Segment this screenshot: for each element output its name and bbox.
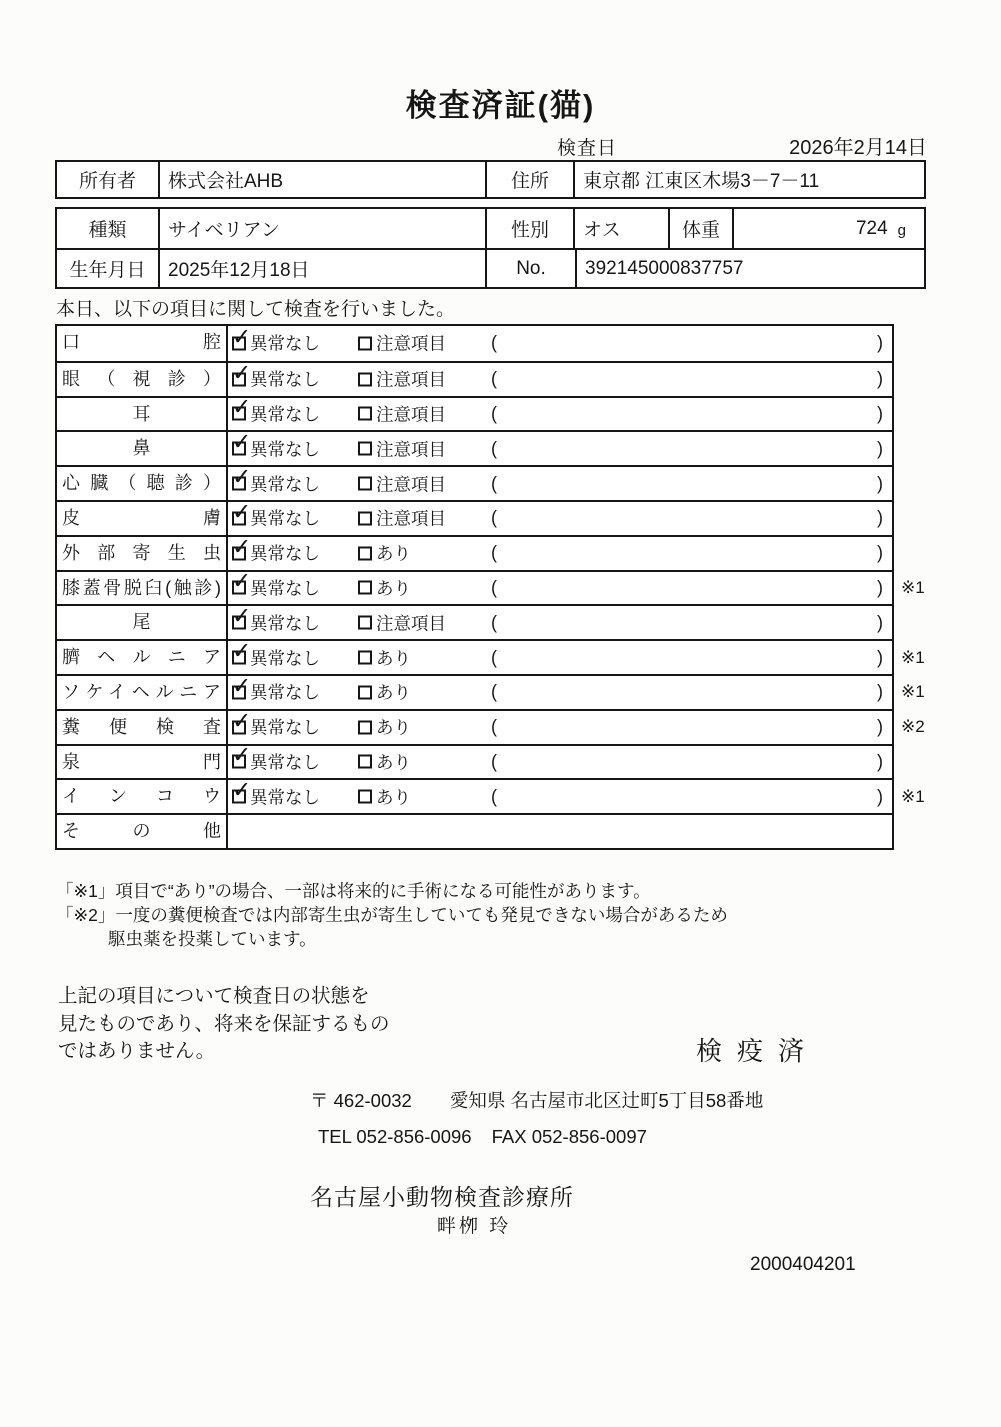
check-mark-icon: ✓ [232,499,252,526]
serial-number: 2000404201 [750,1254,856,1275]
checked-checkbox[interactable] [232,568,252,595]
result-option [232,673,320,705]
item-label: 耳 [57,398,228,431]
remarks-paren-close: ) [877,507,883,528]
remarks-paren-open: ( [491,473,497,494]
result-option [232,777,320,809]
checked-checkbox[interactable] [232,394,252,421]
empty-checkbox[interactable] [358,511,372,525]
option-label: 異常なし [250,682,320,703]
breed-value: サイベリアン [158,209,485,248]
table-row [57,500,892,535]
table-row [57,673,925,709]
option-label: 注意項目 [376,508,446,529]
option-label: あり [376,787,411,808]
option-label: 異常なし [250,508,320,529]
disclaimer-line2: 見たものであり、将来を保証するもの [58,1012,390,1035]
birthdate-value: 2025年12月18日 [158,250,485,287]
table-row [57,361,892,396]
item-label: インコウ [57,780,228,813]
empty-checkbox[interactable] [358,790,372,804]
disclaimer-text [58,983,390,1066]
address-value: 東京都 江東区木場3－7－11 [573,162,924,197]
owner-row [57,162,924,197]
result-option [232,394,320,426]
result-option [358,367,446,392]
option-label: 異常なし [250,369,320,390]
option-label: 注意項目 [376,613,446,634]
item-result-cell [228,815,892,848]
remarks-paren-open: ( [491,786,497,807]
checked-checkbox[interactable] [232,708,252,735]
checked-checkbox[interactable] [232,324,252,351]
remarks-paren-close: ) [877,751,883,772]
table-row [57,708,925,744]
remarks-paren-open: ( [491,716,497,737]
result-option [358,401,446,426]
check-mark-icon: ✓ [232,360,252,387]
remarks-paren-close: ) [877,647,883,668]
item-result-cell [228,603,892,639]
check-mark-icon: ✓ [232,673,252,700]
remarks-paren-close: ) [877,473,883,494]
item-result-cell [228,708,892,744]
checked-checkbox[interactable] [232,673,252,700]
clinic-address-row [310,1087,763,1113]
item-label: 外部寄生虫 [57,537,228,570]
weight-number: 724 [855,217,888,239]
result-option [358,506,446,531]
result-option [232,324,320,356]
option-label: 注意項目 [376,369,446,390]
result-option [358,784,411,809]
remarks-paren-open: ( [491,577,497,598]
result-option [358,575,411,600]
option-label: 異常なし [250,474,320,495]
item-result-cell [228,429,892,465]
item-result-cell [228,499,892,535]
check-mark-icon: ✓ [232,777,252,804]
table-row [57,430,892,465]
check-mark-icon: ✓ [232,742,252,769]
item-result-cell [228,326,892,361]
result-option [358,541,411,566]
option-label: 異常なし [250,543,320,564]
remarks-paren-open: ( [491,438,497,459]
option-label: 注意項目 [376,474,446,495]
item-label: 膝蓋骨脱臼(触診) [57,572,228,605]
checked-checkbox[interactable] [232,534,252,561]
footnote-2-line1: 「※2」一度の糞便検査では内部寄生虫が寄生していても発見できない場合があるため [56,904,728,925]
checked-checkbox[interactable] [232,777,252,804]
item-label: 鼻 [57,432,228,465]
footnotes [56,880,728,951]
result-option [232,708,320,740]
item-label: ソケイヘルニア [57,676,228,709]
item-result-cell [228,568,892,605]
footnote-ref: ※1 [901,577,925,597]
table-row [57,465,892,500]
remarks-paren-close: ) [877,542,883,563]
owner-value: 株式会社AHB [158,162,485,197]
result-option [358,331,446,356]
weight-unit: g [897,222,906,239]
breed-row [57,209,924,248]
table-row [57,813,892,848]
option-label: あり [376,543,411,564]
item-result-cell [228,534,892,570]
option-label: 異常なし [250,787,320,808]
remarks-paren-open: ( [491,647,497,668]
id-number-value: 392145000837757 [575,250,924,287]
footnote-ref: ※2 [901,717,925,737]
table-row [57,326,892,361]
result-option [232,742,320,774]
check-mark-icon: ✓ [232,638,252,665]
option-label: あり [376,578,411,599]
check-mark-icon: ✓ [232,568,252,595]
option-label: あり [376,752,411,773]
weight-value [732,209,924,248]
option-label: 異常なし [250,578,320,599]
result-option [358,749,411,774]
option-label: 異常なし [250,648,320,669]
result-option [358,471,446,496]
result-option [232,360,320,392]
table-row [57,604,892,639]
disclaimer-line3: ではありません。 [58,1040,216,1063]
remarks-paren-close: ) [877,612,883,633]
exam-date-label: 検査日 [557,138,618,159]
result-option [232,568,320,600]
checked-checkbox[interactable] [232,429,252,456]
remarks-paren-open: ( [491,368,497,389]
address-label: 住所 [485,162,573,197]
owner-label: 所有者 [78,171,136,192]
check-mark-icon: ✓ [232,429,252,456]
checked-checkbox[interactable] [232,603,252,630]
checked-checkbox[interactable] [232,360,252,387]
item-result-cell [228,777,892,813]
item-label: 心臓（聴診） [57,467,228,500]
remarks-paren-close: ) [877,786,883,807]
remarks-paren-close: ) [877,577,883,598]
remarks-paren-close: ) [877,403,883,424]
option-label: 注意項目 [376,404,446,425]
result-option [358,610,446,635]
option-label: 異常なし [250,333,320,354]
check-mark-icon: ✓ [232,394,252,421]
footnote-1: 「※1」項目で“あり”の場合、一部は将来的に手術になる可能性があります。 [56,881,651,901]
result-option [232,603,320,635]
option-label: あり [376,717,411,738]
remarks-paren-close: ) [877,368,883,389]
remarks-paren-close: ) [877,716,883,737]
checked-checkbox[interactable] [232,742,252,769]
remarks-paren-open: ( [491,507,497,528]
item-result-cell [228,394,892,431]
table-row [57,396,892,431]
item-label: その他 [57,815,228,848]
result-option [358,680,411,705]
empty-checkbox[interactable] [358,407,372,421]
table-row [57,535,892,570]
option-label: あり [376,682,411,703]
owner-table [55,160,926,199]
check-mark-icon: ✓ [232,603,252,630]
result-option [358,715,411,740]
option-label: あり [376,648,411,669]
empty-checkbox[interactable] [358,651,372,665]
postal-code: 〒 462-0032 [310,1090,412,1111]
item-label: 尾 [57,606,228,639]
check-mark-icon: ✓ [232,708,252,735]
clinic-fax: FAX 052-856-0097 [491,1126,647,1147]
table-row [57,638,925,674]
option-label: 異常なし [250,752,320,773]
page-title: 検査済証(猫) [405,88,596,123]
clinic-name: 名古屋小動物検査診療所 [310,1184,574,1210]
option-label: 異常なし [250,613,320,634]
sex-label: 性別 [485,209,573,248]
option-label: 異常なし [250,404,320,425]
clinic-contact-row [318,1126,647,1148]
item-result-cell [228,742,892,779]
result-option [232,534,320,566]
table-row [57,777,925,813]
veterinarian-name: 畔栁 玲 [437,1216,512,1237]
inspection-table [55,324,925,850]
remarks-paren-open: ( [491,542,497,563]
exam-date-row [557,131,927,160]
birthdate-label: 生年月日 [69,260,146,281]
remarks-paren-open: ( [491,332,497,353]
empty-checkbox[interactable] [358,477,372,491]
option-label: 異常なし [250,439,320,460]
sex-value: オス [573,209,668,248]
result-option [358,436,446,461]
result-option [232,638,320,670]
birthdate-row [57,248,924,287]
inspection-table-body [57,324,925,848]
footnote-ref: ※1 [901,786,925,806]
clinic-address: 愛知県 名古屋市北区辻町5丁目58番地 [449,1090,764,1111]
id-number-label: No. [485,250,575,287]
remarks-paren-open: ( [491,612,497,633]
empty-checkbox[interactable] [358,372,372,386]
result-option [232,464,320,496]
check-mark-icon: ✓ [232,464,252,491]
empty-checkbox[interactable] [358,616,372,630]
item-label: 臍ヘルニア [57,641,228,674]
result-option [232,429,320,461]
weight-label: 体重 [668,209,732,248]
breed-label: 種類 [88,220,127,241]
checked-checkbox[interactable] [232,464,252,491]
item-result-cell [228,638,892,674]
footnote-ref: ※1 [901,647,925,667]
item-result-cell [228,360,892,396]
empty-checkbox[interactable] [358,546,372,560]
remarks-paren-open: ( [491,751,497,772]
exam-date-value: 2026年2月14日 [789,137,927,159]
empty-checkbox[interactable] [358,442,372,456]
remarks-paren-close: ) [877,332,883,353]
remarks-paren-open: ( [491,403,497,424]
remarks-paren-close: ) [877,681,883,702]
checked-checkbox[interactable] [232,638,252,665]
table-row [57,744,892,779]
empty-checkbox[interactable] [358,755,372,769]
check-mark-icon: ✓ [232,534,252,561]
empty-checkbox[interactable] [358,720,372,734]
checked-checkbox[interactable] [232,499,252,526]
item-label: 皮膚 [57,502,228,535]
option-label: 注意項目 [376,333,446,354]
item-result-cell [228,464,892,500]
footnote-2-line2: 駆虫薬を投薬しています。 [108,928,317,949]
item-label: 口腔 [57,326,228,361]
disclaimer-line1: 上記の項目について検査日の状態を [58,985,370,1007]
empty-checkbox[interactable] [358,336,372,350]
quarantine-passed-stamp: 検疫済 [696,1036,820,1066]
empty-checkbox[interactable] [358,581,372,595]
option-label: 注意項目 [376,439,446,460]
clinic-tel: TEL 052-856-0096 [318,1126,472,1147]
animal-info-table [55,207,926,289]
remarks-paren-close: ) [877,438,883,459]
footnote-ref: ※1 [901,682,925,702]
result-option [232,499,320,531]
option-label: 異常なし [250,717,320,738]
item-label: 泉門 [57,746,228,779]
intro-text: 本日、以下の項目に関して検査を行いました。 [56,299,456,320]
item-label: 眼（視診） [57,363,228,396]
empty-checkbox[interactable] [358,685,372,699]
remarks-paren-open: ( [491,681,497,702]
check-mark-icon: ✓ [232,324,252,351]
table-row [57,568,925,605]
item-label: 糞便検査 [57,711,228,744]
item-result-cell [228,673,892,709]
result-option [358,645,411,670]
